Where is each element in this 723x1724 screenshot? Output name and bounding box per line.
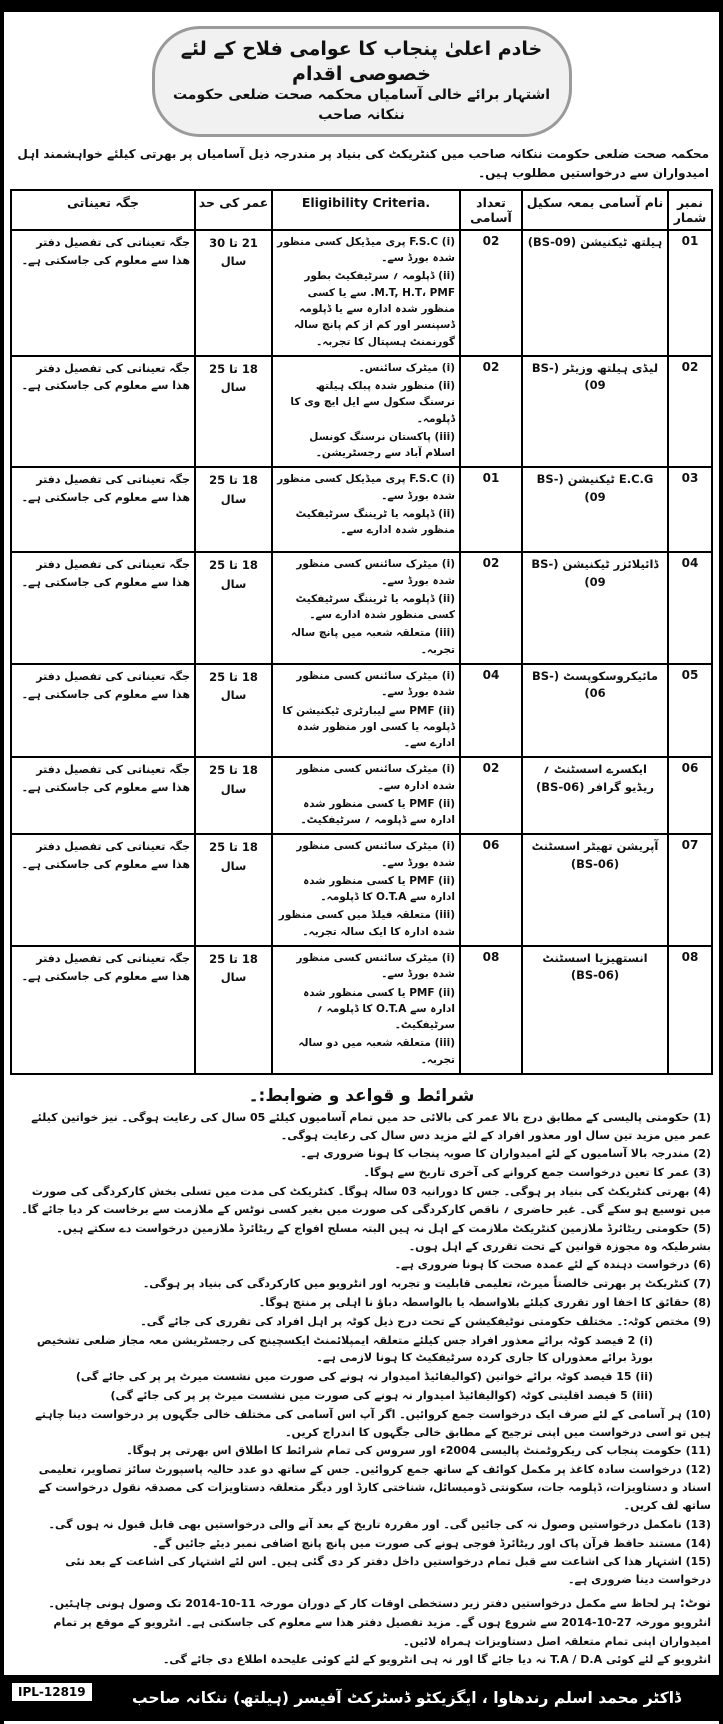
eligibility-line: (ii) منظور شدہ پبلک ہیلتھ نرسنگ سکول سے ایل ایچ وی کا ڈپلومہ۔ <box>290 380 455 425</box>
condition-item: (5) حکومتی ریٹائرڈ ملازمین کنٹریکٹ ملازمت کے اہل نہ ہیں البتہ مسلح افواج کے ریٹائرڈ ملازمین درخواست دے سکتے ہیں۔ بشرطیکہ وہ مجوزہ قوانین کے تحت تقرری کے اہل ہوں۔ <box>56 1221 711 1253</box>
condition-item: (11) حکومت پنجاب کی ریکروٹمنٹ پالیسی 2004ء اور سروس کی تمام شرائط کا اطلاق اس بھرتی پر ہوگا۔ <box>126 1444 711 1458</box>
condition-item: (9) مختص کوٹہ:۔ مختلف حکومتی نوٹیفکیشن کے تحت درج ذیل کوٹہ پر اہل افراد کی تقرری کی جائے گی۔ <box>140 1314 711 1328</box>
conditions-heading: شرائط و قواعد و ضوابط:۔ <box>248 1085 475 1106</box>
eligibility-line: (ii) ڈپلومہ یا ٹریننگ سرٹیفکیٹ کسی منظور شدہ ادارے سے۔ <box>295 592 455 622</box>
condition-item: (12) درخواست سادہ کاغذ پر مکمل کوائف کے ساتھ جمع کروائیں۔ جس کے ساتھ دو عدد حالیہ پاسپورٹ سائز تصاویر، تعلیمی اسناد و دستاویزات، ڈپلومہ جات، سکونتی ڈومیسائل، شناختی کارڈ اور دیگر متعلقہ دستاویزات کی مصدقہ نقول درخواست کے ساتھ لف کریں۔ <box>38 1463 711 1512</box>
eligibility-line: (i) میٹرک سائنس کسی منظور شدہ بورڈ سے۔ <box>296 669 455 699</box>
eligibility-line: (i) میٹرک سائنس۔ <box>358 361 455 374</box>
age-limit: 18 تا 25 سال <box>195 946 272 1074</box>
note-line <box>12 1593 711 1614</box>
header-serial-no: نمبر شمار <box>668 190 712 230</box>
place-of-posting: جگہ تعیناتی کی تفصیل دفتر ھذا سے معلوم کی جاسکتی ہے۔ <box>11 664 195 757</box>
age-limit: 18 تا 25 سال <box>195 757 272 834</box>
post-name: E.C.G ٹیکنیشن (BS-09) <box>522 467 668 552</box>
quota-sub-item: (ii) 15 فیصد کوٹہ برائے خواتین (کوالیفائیڈ امیدوار نہ ہونے کی صورت میں نشست میرٹ پر پر کی جائے گی) <box>75 1370 653 1384</box>
no-of-posts: 04 <box>460 664 522 757</box>
eligibility-criteria <box>272 757 460 834</box>
eligibility-line: (ii) ڈپلومہ یا ٹریننگ سرٹیفکیٹ منظور شدہ ادارے سے۔ <box>295 507 455 537</box>
serial-no: 08 <box>668 946 712 1074</box>
header-place-of-posting: جگہ تعیناتی <box>11 190 195 230</box>
eligibility-line: (ii) PMF سے لیبارٹری ٹیکنیشن کا ڈپلومہ یا کسی اور منظور شدہ ادارے سے۔ <box>282 704 455 750</box>
post-name: ایکسرے اسسٹنٹ ؍ ریڈیو گرافر (BS-06) <box>522 757 668 834</box>
post-name: لیڈی ہیلتھ وزیٹر (BS-09) <box>522 356 668 468</box>
age-limit: 18 تا 25 سال <box>195 664 272 757</box>
no-of-posts: 02 <box>460 356 522 468</box>
table-row <box>11 664 712 757</box>
post-name: مائیکروسکوپسٹ (BS-06) <box>522 664 668 757</box>
table-row <box>11 946 712 1074</box>
eligibility-line: (ii) PMF یا کسی منظور شدہ ادارہ سے O.T.A کا ڈپلومہ ؍ سرٹیفکیٹ۔ <box>303 986 455 1032</box>
header-age-limit: عمر کی حد <box>195 190 272 230</box>
post-name: انستھیزیا اسسٹنٹ (BS-06) <box>522 946 668 1074</box>
no-of-posts: 02 <box>460 552 522 664</box>
vacancies-table <box>10 189 713 1075</box>
quota-sub-item: (i) 2 فیصد کوٹہ برائے معذور افراد جس کیلئے متعلقہ ایمپلائمنٹ ایکسچینج کی رجسٹریشن معہ مجاز ضلعی تشخیص بورڈ برائے معذوراں کا جاری کردہ سرٹیفکیٹ کا ہونا لازمی ہے۔ <box>36 1333 653 1365</box>
eligibility-line: (i) F.S.C پری میڈیکل کسی منظور شدہ بورڈ سے۔ <box>277 235 455 265</box>
condition-item: (10) ہر آسامی کے لئے صرف ایک درخواست جمع کروائیں۔ اگر آپ اس آسامی کی مختلف خالی جگہوں پر درخواست دینا چاہتے ہیں تو اسی درخواست میں اپنی ترجیح کے مطابق خالی جگہوں کا اندراج کریں۔ <box>35 1407 711 1439</box>
condition-item: (8) حقائق کا اخفا اور تقرری کیلئے بلاواسطہ یا بالواسطہ دباؤ نا اہلی پر منتج ہوگا۔ <box>258 1295 711 1309</box>
header-post-name: نام آسامی بمعہ سکیل <box>522 190 668 230</box>
condition-item: (2) مندرجہ بالا آسامیوں کے لئے امیدواران کا صوبہ پنجاب کا ہونا ضروری ہے۔ <box>300 1147 711 1161</box>
condition-item: (13) نامکمل درخواستیں وصول نہ کی جائیں گی۔ اور مقررہ تاریخ کے بعد آنے والی درخواستیں بھی قابل قبول نہ ہوں گی۔ <box>48 1517 711 1531</box>
no-of-posts: 01 <box>460 467 522 552</box>
age-limit: 18 تا 25 سال <box>195 552 272 664</box>
no-of-posts: 06 <box>460 834 522 946</box>
post-name: ڈائیلائزر ٹیکنیشن (BS-09) <box>522 552 668 664</box>
condition-item: (14) مستند حافظ قرآن پاک اور ریٹائرڈ فوجی ہونے کی صورت میں پانچ پانچ اضافی نمبر دیئے جائیں گے۔ <box>152 1536 711 1550</box>
age-limit: 18 تا 25 سال <box>195 356 272 468</box>
intro-paragraph: محکمہ صحت ضلعی حکومت ننکانہ صاحب میں کنٹریکٹ کی بنیاد پر مندرجہ ذیل آسامیاں پر بھرتی کیلئے خواہشمند اہل امیدواران سے درخواستیں مطلوب ہیں۔ <box>17 146 709 180</box>
condition-item: (7) کنٹریکٹ پر بھرتی خالصتاً میرٹ، تعلیمی قابلیت و تجربہ اور انٹرویو میں کارکردگی کی بنیاد پر ہوگی۔ <box>142 1277 711 1291</box>
no-of-posts: 08 <box>460 946 522 1074</box>
header-eligibility: Eligibility Criteria. <box>272 190 460 230</box>
place-of-posting: جگہ تعیناتی کی تفصیل دفتر ھذا سے معلوم کی جاسکتی ہے۔ <box>11 946 195 1074</box>
age-limit: 21 تا 30 سال <box>195 230 272 356</box>
eligibility-line: (iii) متعلقہ شعبہ میں دو سالہ تجربہ۔ <box>298 1037 455 1066</box>
main-title: خادم اعلیٰ پنجاب کا عوامی فلاح کے لئے خصوصی اقدام <box>180 38 543 85</box>
table-row <box>11 834 712 946</box>
place-of-posting: جگہ تعیناتی کی تفصیل دفتر ھذا سے معلوم کی جاسکتی ہے۔ <box>11 356 195 468</box>
post-name: آپریشن تھیٹر اسسٹنٹ (BS-06) <box>522 834 668 946</box>
eligibility-line: (i) میٹرک سائنس کسی منظور شدہ بورڈ سے۔ <box>296 951 455 981</box>
eligibility-line: (ii) PMF یا کسی منظور شدہ ادارہ سے ڈپلومہ ؍ سرٹیفکیٹ۔ <box>300 797 455 827</box>
place-of-posting: جگہ تعیناتی کی تفصیل دفتر ھذا سے معلوم کی جاسکتی ہے۔ <box>11 230 195 356</box>
eligibility-criteria <box>272 552 460 664</box>
eligibility-criteria <box>272 356 460 468</box>
serial-no: 03 <box>668 467 712 552</box>
no-of-posts: 02 <box>460 757 522 834</box>
eligibility-line: (iii) متعلقہ شعبہ میں پانچ سالہ تجربہ۔ <box>290 627 455 656</box>
eligibility-line: (iii) متعلقہ فیلڈ میں کسی منظور شدہ ادارہ کا ایک سالہ تجربہ۔ <box>278 909 455 938</box>
note-section <box>4 1590 719 1675</box>
eligibility-criteria <box>272 946 460 1074</box>
eligibility-line: (iii) پاکستان نرسنگ کونسل اسلام آباد سے رجسٹریشن۔ <box>309 430 455 460</box>
age-limit: 18 تا 25 سال <box>195 467 272 552</box>
signatory-name: ڈاکٹر محمد اسلم رندھاوا ، ایگزیکٹو ڈسٹرکٹ آفیسر (ہیلتھ) ننکانہ صاحب <box>132 1688 681 1707</box>
eligibility-line: (ii) PMF یا کسی منظور شدہ ادارہ سے O.T.A کا ڈپلومہ۔ <box>303 874 455 904</box>
eligibility-line: (i) میٹرک سائنس کسی منظور شدہ بورڈ سے۔ <box>296 840 455 869</box>
place-of-posting: جگہ تعیناتی کی تفصیل دفتر ھذا سے معلوم کی جاسکتی ہے۔ <box>11 757 195 834</box>
condition-item: (3) عمر کا تعین درخواست جمع کروانے کی آخری تاریخ سے ہوگا۔ <box>363 1166 711 1180</box>
table-row <box>11 356 712 468</box>
eligibility-line: (i) میٹرک سائنس کسی منظور شدہ بورڈ سے۔ <box>296 558 455 587</box>
place-of-posting: جگہ تعیناتی کی تفصیل دفتر ھذا سے معلوم کی جاسکتی ہے۔ <box>11 552 195 664</box>
condition-item: (4) بھرتی کنٹریکٹ کی بنیاد پر ہوگی۔ جس کا دورانیہ 03 سالہ ہوگا۔ کنٹریکٹ کی مدت میں تسلی بخش کارکردگی کی صورت میں توسیع ہو سکے گی۔ غیر حاضری ؍ ناقص کارکردگی کی صورت میں بغیر کسی نوٹس کے ملازمت سے برخاست کر دیا جائے گا۔ <box>21 1185 711 1216</box>
no-of-posts: 02 <box>460 230 522 356</box>
title-banner <box>152 26 572 137</box>
serial-no: 05 <box>668 664 712 757</box>
eligibility-line: (i) میٹرک سائنس کسی منظور شدہ ادارہ سے۔ <box>296 763 455 792</box>
note-line: انٹرویو کے لئے کوئی T.A / D.A نہ دیا جائے گا اور نہ ہی انٹرویو کے لئے کوئی علیحدہ اطلاع دی جائے گی۔ <box>162 1652 711 1666</box>
eligibility-line: (ii) ڈپلومہ ؍ سرٹیفکیٹ بطور M.T, H.T، PMF. سے یا کسی منظور شدہ ادارہ سے یا ڈپلومہ ڈسپنسر اور کم از کم پانچ سالہ گورنمنٹ ہسپتال کا تجربہ۔ <box>294 270 455 348</box>
sub-title: اشتہار برائے خالی آسامیاں محکمہ صحت ضلعی حکومت ننکانہ صاحب <box>172 87 551 123</box>
note-text: ہر لحاظ سے مکمل درخواستیں دفتر زیر دستخطی اوقات کار کے دوران مورخہ 11-10-2014 تک وصول ہونی چاہئیں۔ <box>48 1596 676 1610</box>
serial-no: 06 <box>668 757 712 834</box>
eligibility-line: (i) F.S.C پری میڈیکل کسی منظور شدہ بورڈ سے۔ <box>277 473 455 502</box>
condition-item: (6) درخواست دہندہ کے لئے عمدہ صحت کا ہونا ضروری ہے۔ <box>394 1258 711 1272</box>
table-row <box>11 467 712 552</box>
table-header-row <box>11 190 712 230</box>
terms-and-conditions-section <box>4 1081 719 1590</box>
eligibility-criteria <box>272 834 460 946</box>
post-name: ہیلتھ ٹیکنیشن (BS-09) <box>522 230 668 356</box>
note-line: انٹرویو مورخہ 27-10-2014 سے شروع ہوں گے۔ مزید تفصیل دفتر ھذا سے معلوم کی جاسکتی ہے۔ انٹرویو کے موقع پر تمام امیدواران اپنی تمام متعلقہ اصل دستاویزات ہمراہ لائیں۔ <box>53 1616 711 1648</box>
eligibility-criteria <box>272 467 460 552</box>
quota-sub-item: (iii) 5 فیصد اقلیتی کوٹہ (کوالیفائیڈ امیدوار نہ ہونے کی صورت میں نشست میرٹ پر پر کی جائے گی) <box>110 1389 653 1403</box>
eligibility-criteria <box>272 230 460 356</box>
age-limit: 18 تا 25 سال <box>195 834 272 946</box>
serial-no: 01 <box>668 230 712 356</box>
table-row <box>11 230 712 356</box>
footer-bar <box>4 1675 719 1721</box>
serial-no: 02 <box>668 356 712 468</box>
condition-item: (15) اشتہار ھذا کی اشاعت سے قبل تمام درخواستیں داخل دفتر کر دی گئی ہیں۔ اس لئے اشتہار کی اشاعت کے بعد نئی درخواست دینا ضروری ہے۔ <box>65 1555 711 1587</box>
place-of-posting: جگہ تعیناتی کی تفصیل دفتر ھذا سے معلوم کی جاسکتی ہے۔ <box>11 467 195 552</box>
eligibility-criteria <box>272 664 460 757</box>
header-no-of-posts: تعداد آسامی <box>460 190 522 230</box>
ipl-reference-badge: IPL-12819 <box>12 1683 92 1701</box>
condition-item: (1) حکومتی پالیسی کے مطابق درج بالا عمر کی بالائی حد میں تمام آسامیوں کیلئے 05 سال کی رعایت ہوگی۔ نیز خواتین کیلئے عمر میں مزید تین سال اور معذور افراد کے لئے مزید دس سال کی رعایت ہوگی۔ <box>31 1110 711 1142</box>
serial-no: 04 <box>668 552 712 664</box>
serial-no: 07 <box>668 834 712 946</box>
table-row <box>11 757 712 834</box>
place-of-posting: جگہ تعیناتی کی تفصیل دفتر ھذا سے معلوم کی جاسکتی ہے۔ <box>11 834 195 946</box>
note-label: نوٹ: <box>679 1595 711 1611</box>
table-row <box>11 552 712 664</box>
